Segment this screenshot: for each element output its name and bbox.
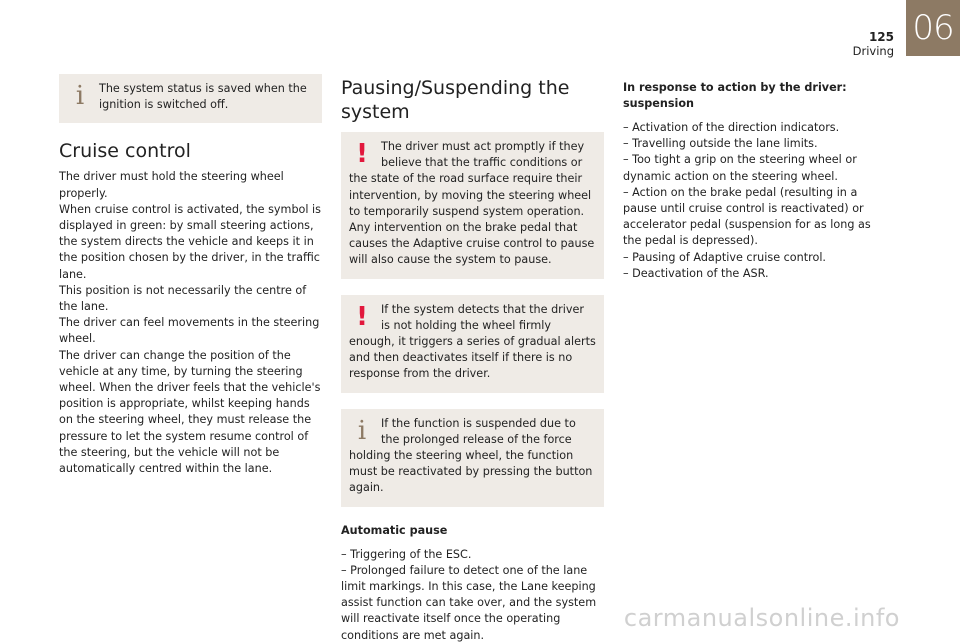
info-note [341,409,604,507]
chapter-tab: 06 [906,0,960,56]
list-item: – Too tight a grip on the steering wheel or dynamic action on the steering wheel. [623,153,857,183]
list-item: – Activation of the direction indicators. [623,121,840,134]
paragraph: When cruise control is activated, the symbol is displayed in green: by small steering actions, the system directs the vehicle and keeps it in the position chosen by the driver, in the traffic lane. [59,202,321,281]
subheading-suspension: In response to action by the driver: suspension [623,81,847,110]
watermark: carmanualsonline.info [623,604,900,632]
page-header [853,30,894,58]
list-item: – Deactivation of the ASR. [623,266,769,280]
info-note-text: The system status is saved when the ignition is switched off. [99,82,307,112]
info-note [59,74,322,123]
warning-icon: ! [356,301,368,332]
info-note-text: If the function is suspended due to the prolonged release of the force holding the steering wheel, the function must be reactivated by pressing the button again. [349,416,593,495]
paragraph: The driver can feel movements in the steering wheel. [59,316,320,346]
warning-note [341,132,604,279]
list-item: – Prolonged failure to detect one of the lane limit markings. In this case, the Lane keeping assist function can take over, and the system will reactivate itself once the operating conditions are met again. [341,563,597,642]
warning-note [341,295,604,393]
column-3 [623,80,888,282]
list-item: – Triggering of the ESC. [341,547,472,561]
warning-icon: ! [356,139,368,169]
section-title-cruise-control: Cruise control [59,140,191,163]
list-item: – Travelling outside the lane limits. [623,137,818,151]
page-number: 125 [868,30,894,44]
warning-note-text: The driver must act promptly if they believe that the traffic conditions or the state of the road surface require their intervention, by moving the steering wheel to temporarily suspend system operation. Any intervention on the brake pedal that causes the Adaptive cruise control to pause will also cause the system to pause. [349,140,595,267]
paragraph: The driver must hold the steering wheel properly. [59,170,284,200]
column-1 [59,74,322,477]
info-icon: i [75,81,85,111]
section-name: Driving [852,44,894,58]
list-item: – Pausing of Adaptive cruise control. [623,250,826,264]
section-title-pausing: Pausing/Suspending the system [341,77,570,123]
paragraph: This position is not necessarily the centre of the lane. [59,283,307,314]
column-2 [341,74,604,644]
list-item: – Action on the brake pedal (resulting in a pause until cruise control is reactivated) or accelerator pedal (suspension for as long as the pedal is depressed). [623,185,871,248]
paragraph: The driver can change the position of the vehicle at any time, by turning the steering wheel. When the driver feels that the vehicle's position is appropriate, whilst keeping hands on the steering wheel, they must release the pressure to let the system resume control of the steering, but the vehicle will not be automatically centred within the lane. [59,348,321,476]
info-icon: i [357,415,367,446]
warning-note-text: If the system detects that the driver is not holding the wheel firmly enough, it triggers a series of gradual alerts and then deactivates itself if there is no response from the driver. [349,302,596,381]
subheading-automatic-pause: Automatic pause [341,523,448,537]
